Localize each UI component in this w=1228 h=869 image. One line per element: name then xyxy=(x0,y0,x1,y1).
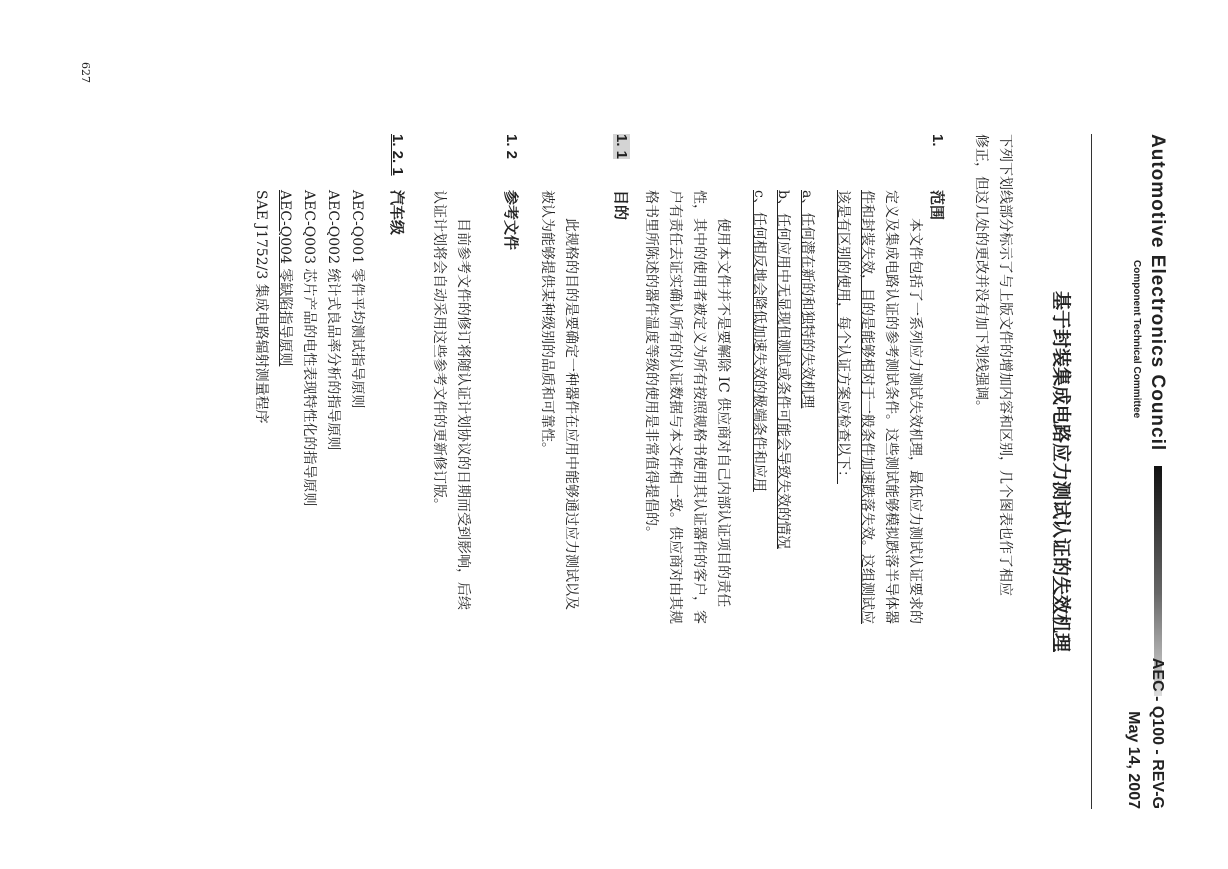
s1-q-line-2: 性，其中的使用者被定义为所有按照规格书使用其认证器件的客户，客 xyxy=(691,190,707,624)
s1-p-line-2: 定义及集成电路认证的参考测试条件。这些测试能够模拟跌落半导体器 xyxy=(883,190,899,624)
s12-p-line-2: 认证计划将会自动采用这些参考文件的更新修订版。 xyxy=(431,190,447,512)
s1-p-line-3: 件和封装失效，目的是能够相对于一般条件加速跌落失效。这组测试应 xyxy=(859,190,875,624)
section-1-heading: 范围 xyxy=(928,190,946,221)
council-name: Automotive Electronics Council xyxy=(1147,134,1168,452)
title-main: 基于封装集成电路应力测试认证的 xyxy=(1050,290,1071,576)
reference-item: AEC-Q003 芯片产品的电性表现特性化的指导原则 xyxy=(301,190,317,507)
title-underlined: 失效机理 xyxy=(1050,576,1071,653)
document-date: May 14, 2007 xyxy=(1125,711,1142,809)
s1-q-line-3: 户有责任去证实确认所有的认证数据与本文件相一致。供应商对由其规 xyxy=(667,190,683,624)
section-1-2-1-number: 1. 2. 1 xyxy=(389,134,406,176)
reference-item: AEC-Q002 统计式良品率分析的指导原则 xyxy=(325,190,341,451)
section-1-2-heading: 参考文件 xyxy=(502,190,520,251)
section-1-2-1-heading: 汽车级 xyxy=(388,190,406,236)
reference-item: SAE J1752/3 集成电路辐射测量程序 xyxy=(253,190,269,424)
section-1-2-number: 1. 2 xyxy=(503,134,520,160)
reference-item: AEC-Q001 零件平均测试指导原则 xyxy=(349,190,365,409)
section-1-1-heading: 目的 xyxy=(612,190,630,221)
s1-p-line-1: 本文件包括了一系列应力测试失效机理，最低应力测试认证要求的 xyxy=(907,218,923,624)
s11-p-line-2: 被认为能够提供某种级别的品质和可靠性。 xyxy=(539,190,555,456)
s1-list-c: c、任何相反地会降低加速失效的极端条件和应用 xyxy=(751,190,767,492)
intro-line-1: 下列下划线部分标示了与上版文件的增加内容和区别，几个图表也作了相应 xyxy=(997,134,1013,596)
document-number: AEC - Q100 - REV-G xyxy=(1149,657,1166,809)
section-1-number: 1. xyxy=(929,134,946,147)
s1-p-line-4: 该是有区别的使用，每个认证方案应检查以下： xyxy=(835,190,851,484)
s1-q-line-1: 使用本文件并不是要解除 IC 供应商对自己内部认证项目的责任 xyxy=(715,218,731,608)
s12-p-line-1: 目前参考文件的修订将随认证计划协议的日期而受到影响，后续 xyxy=(455,218,471,610)
s1-list-b: b、任何应用中无显现但测试或条件可能会导致失效的情况 xyxy=(775,190,791,549)
document-body xyxy=(0,134,1228,809)
section-1-1-number xyxy=(613,134,630,159)
reference-item: AEC-Q004 零缺陷指导原则 xyxy=(277,190,293,367)
s11-p-line-1: 此规格的目的是要确定一种器件在应用中能够通过应力测试以及 xyxy=(563,218,579,610)
intro-line-2: 修正，但这几处的更改并没有加下划线强调。 xyxy=(973,134,989,414)
section-1-1-number-text: 1. 1 xyxy=(613,134,630,160)
page-number: 627 xyxy=(79,62,92,83)
committee-name: Component Technical Committee xyxy=(1131,260,1142,419)
s1-q-line-4: 格书里所陈述的器件温度等级的使用是非常值得提倡的。 xyxy=(643,190,659,540)
s1-list-a: a、任何潜在新的和独特的失效机理 xyxy=(799,190,815,409)
